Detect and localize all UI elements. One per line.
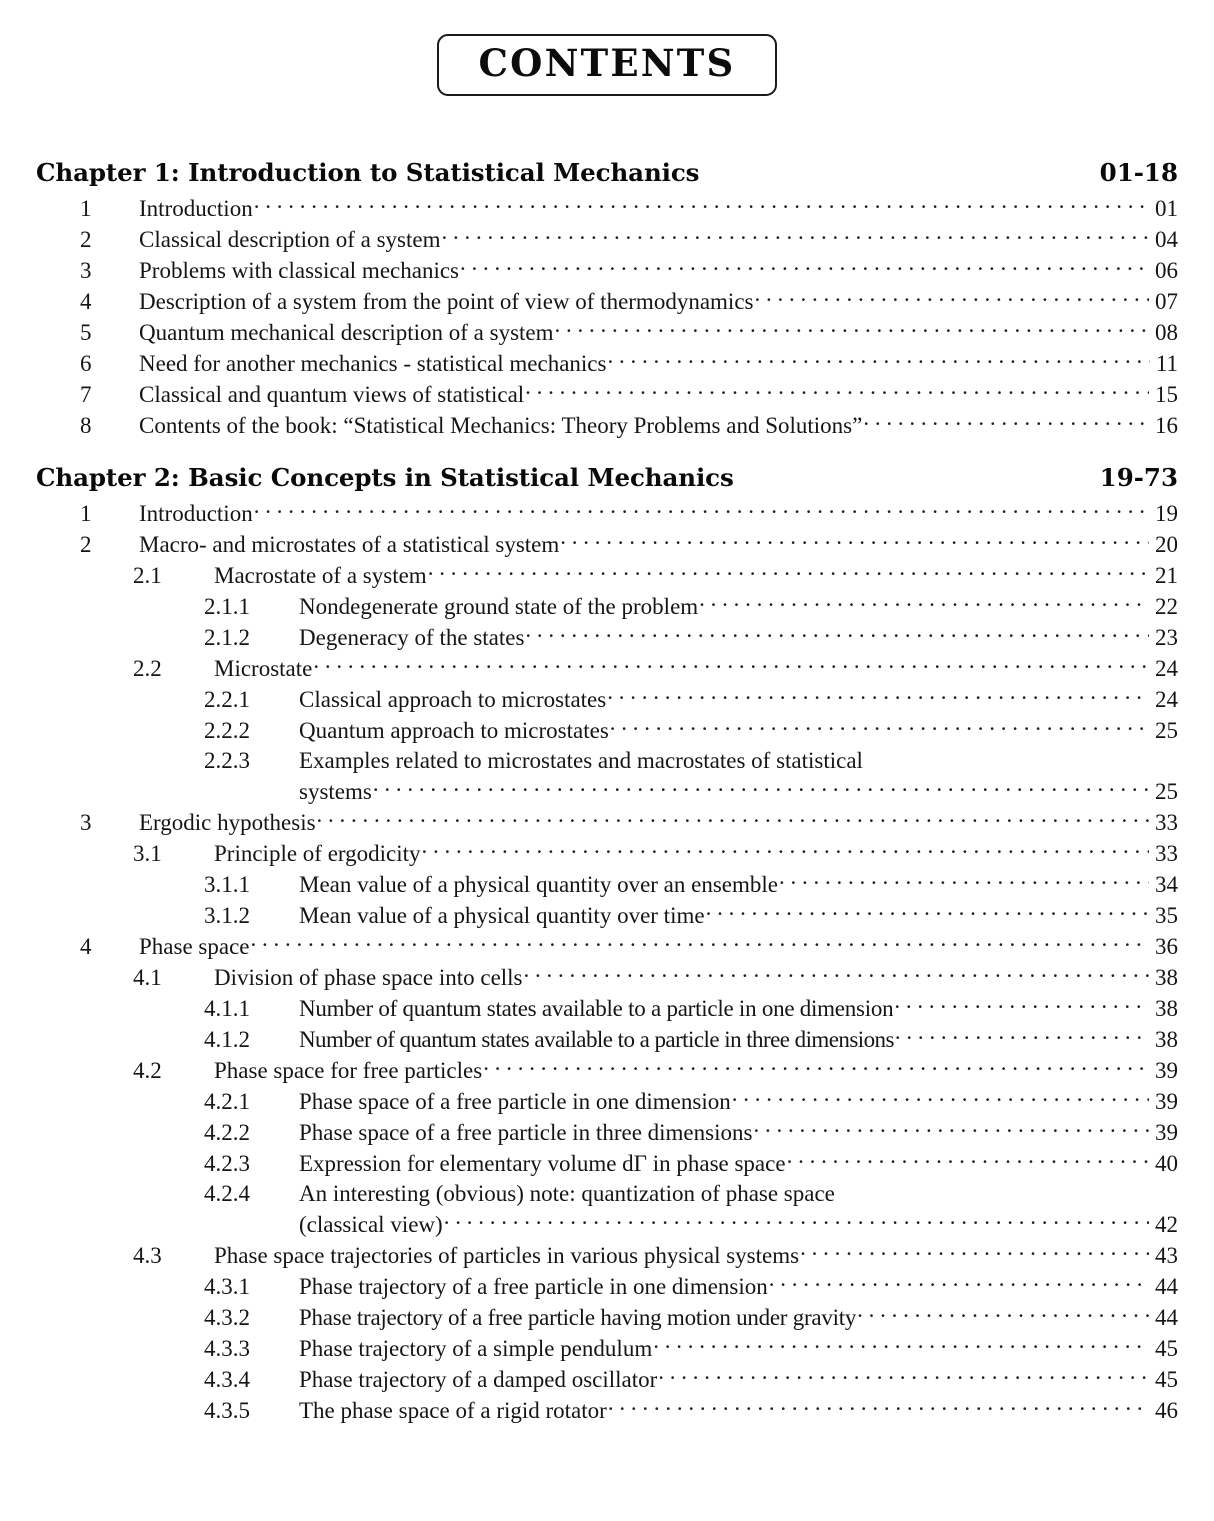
toc-entry[interactable] xyxy=(0,498,1214,529)
toc-entry-label: Classical approach to microstates xyxy=(299,687,607,712)
dot-leader xyxy=(608,1395,1149,1418)
toc-entry[interactable] xyxy=(0,193,1214,224)
toc-entry[interactable] xyxy=(0,317,1214,348)
toc-entry-label: Need for another mechanics - statistical mechanics xyxy=(139,351,607,376)
toc-entry-page-number: 45 xyxy=(1155,1367,1178,1392)
toc-entry-number: 4.3.4 xyxy=(204,1367,250,1392)
toc-entry[interactable] xyxy=(0,1271,1214,1302)
toc-entry-page-number: 08 xyxy=(1155,320,1178,345)
toc-entry-body xyxy=(299,715,1178,746)
toc-entry-body xyxy=(299,1271,1178,1302)
toc-entry-number: 2.2.2 xyxy=(204,718,250,743)
toc-entry-page-number: 42 xyxy=(1155,1212,1178,1237)
toc-entry-body xyxy=(214,1240,1178,1271)
toc-entry[interactable] xyxy=(0,1333,1214,1364)
toc-entry-page-number: 19 xyxy=(1155,501,1178,526)
toc-entry[interactable] xyxy=(0,1364,1214,1395)
toc-entry[interactable] xyxy=(0,410,1214,441)
toc-entry-body xyxy=(299,1364,1178,1395)
toc-entry-body xyxy=(299,1395,1178,1426)
dot-leader xyxy=(769,1271,1149,1294)
toc-entry-number: 2.1.2 xyxy=(204,625,250,650)
toc-entry-number: 4 xyxy=(80,289,92,314)
toc-entry-number: 2 xyxy=(80,227,92,252)
toc-entry-label: Macrostate of a system xyxy=(214,563,427,588)
toc-entry-number: 2.2 xyxy=(133,656,162,681)
chapter-title: Chapter 1: Introduction to Statistical Mechanics xyxy=(36,158,700,187)
dot-leader xyxy=(800,1240,1149,1263)
toc-entry-body xyxy=(139,931,1178,962)
toc-entry-number: 1 xyxy=(80,501,92,526)
toc-entry-label: Phase trajectory of a damped oscillator xyxy=(299,1367,658,1392)
toc-entry-label: Contents of the book: “Statistical Mechanics: Theory Problems and Solutions” xyxy=(139,413,863,438)
toc-entry-body xyxy=(299,1209,1178,1240)
toc-entry-page-number: 33 xyxy=(1155,841,1178,866)
toc-entry[interactable] xyxy=(0,560,1214,591)
dot-leader xyxy=(753,1117,1149,1140)
toc-entry-label: Macro- and microstates of a statistical system xyxy=(139,532,560,557)
toc-entry-number: 4.3 xyxy=(133,1243,162,1268)
toc-entry-page-number: 21 xyxy=(1155,563,1178,588)
toc-entry-label: Phase trajectory of a free particle having motion under gravity xyxy=(299,1305,857,1330)
toc-entry-page-number: 43 xyxy=(1155,1243,1178,1268)
toc-entry-number: 4.2 xyxy=(133,1058,162,1083)
toc-entry[interactable] xyxy=(0,1302,1214,1333)
toc-entry-page-number: 39 xyxy=(1155,1089,1178,1114)
dot-leader xyxy=(524,962,1149,985)
chapter-block xyxy=(0,158,1214,441)
toc-entry-number: 4.1.2 xyxy=(204,1027,250,1052)
toc-entry-body xyxy=(299,1302,1178,1333)
dot-leader xyxy=(607,684,1149,707)
dot-leader xyxy=(317,807,1149,830)
toc-entry-label: Expression for elementary volume dΓ in phase space xyxy=(299,1151,786,1176)
toc-entry-body xyxy=(139,224,1178,255)
toc-entry[interactable] xyxy=(0,993,1214,1024)
toc-entry[interactable] xyxy=(0,224,1214,255)
dot-leader xyxy=(525,622,1149,645)
toc-entry-body xyxy=(299,1117,1178,1148)
dot-leader xyxy=(525,379,1149,402)
chapter-page-range: 01-18 xyxy=(1099,158,1178,187)
toc-entry-page-number: 39 xyxy=(1155,1120,1178,1145)
toc-entry-number: 4.1 xyxy=(133,965,162,990)
toc-entry-body xyxy=(139,348,1178,379)
toc-entry-number: 4.2.1 xyxy=(204,1089,250,1114)
toc-entry-label: Quantum mechanical description of a system xyxy=(139,320,554,345)
dot-leader xyxy=(732,1086,1149,1109)
toc-entry-number: 2.1 xyxy=(133,563,162,588)
toc-entry-body xyxy=(299,1179,1178,1209)
toc-entry-number: 4.2.3 xyxy=(204,1151,250,1176)
toc-entry-number: 7 xyxy=(80,382,92,407)
toc-entry-label: (classical view) xyxy=(299,1212,443,1237)
toc-entry[interactable] xyxy=(0,653,1214,684)
contents-title-box xyxy=(437,34,778,96)
toc-entry-page-number: 15 xyxy=(1155,382,1178,407)
toc-entry-page-number: 25 xyxy=(1155,718,1178,743)
dot-leader xyxy=(483,1055,1149,1078)
chapter-block xyxy=(0,459,1214,1426)
toc-entry-body xyxy=(299,869,1178,900)
toc-entry-label: The phase space of a rigid rotator xyxy=(299,1398,607,1423)
toc-entry-label: Phase trajectory of a simple pendulum xyxy=(299,1336,653,1361)
toc-entry-page-number: 04 xyxy=(1155,227,1178,252)
chapter-title: Chapter 2: Basic Concepts in Statistical Mechanics xyxy=(36,463,734,492)
toc-entry-body xyxy=(299,1024,1178,1055)
toc-entry-label: Number of quantum states available to a particle in three dimensions xyxy=(299,1027,894,1052)
toc-entry-label: Classical and quantum views of statistical xyxy=(139,382,525,407)
toc-entry-page-number: 23 xyxy=(1155,625,1178,650)
toc-entry[interactable] xyxy=(0,869,1214,900)
toc-entry-page-number: 16 xyxy=(1155,413,1178,438)
dot-leader xyxy=(555,317,1149,340)
toc-entry-page-number: 06 xyxy=(1155,258,1178,283)
toc-entry[interactable] xyxy=(0,591,1214,622)
toc-entry-body xyxy=(139,498,1178,529)
toc-entry[interactable] xyxy=(0,1086,1214,1117)
toc-entry-label: Phase space of a free particle in one dimension xyxy=(299,1089,731,1114)
dot-leader xyxy=(699,591,1149,614)
toc-entry-body xyxy=(139,286,1178,317)
toc-entry-body xyxy=(299,591,1178,622)
toc-entry-label: Phase space for free particles xyxy=(214,1058,483,1083)
toc-entry-body xyxy=(299,1148,1178,1179)
toc-entry-body xyxy=(139,410,1178,441)
toc-entry-number: 4.3.1 xyxy=(204,1274,250,1299)
toc-entry[interactable] xyxy=(0,286,1214,317)
toc-entry-number: 6 xyxy=(80,351,92,376)
toc-entry-body xyxy=(139,379,1178,410)
toc-entry-page-number: 46 xyxy=(1155,1398,1178,1423)
toc-entry-page-number: 11 xyxy=(1155,351,1178,376)
toc-entry-label: An interesting (obvious) note: quantization of phase space xyxy=(299,1181,835,1206)
toc-entry-number: 4.3.2 xyxy=(204,1305,250,1330)
contents-title-header xyxy=(0,34,1214,96)
toc-entry-number: 2.1.1 xyxy=(204,594,250,619)
toc-entry-page-number: 38 xyxy=(1155,965,1178,990)
dot-leader xyxy=(373,776,1149,799)
toc-entry-number: 4.2.4 xyxy=(204,1181,250,1206)
dot-leader xyxy=(444,1209,1149,1232)
dot-leader xyxy=(754,286,1149,309)
dot-leader xyxy=(422,838,1149,861)
toc-entry-page-number: 38 xyxy=(1155,1027,1178,1052)
toc-entry-label: Ergodic hypothesis xyxy=(139,810,316,835)
dot-leader xyxy=(706,900,1149,923)
toc-entry-number: 3 xyxy=(80,258,92,283)
toc-entry-label: Phase space trajectories of particles in various physical systems xyxy=(214,1243,800,1268)
table-of-contents xyxy=(0,158,1214,1444)
toc-entry-number: 4 xyxy=(80,934,92,959)
toc-entry-page-number: 39 xyxy=(1155,1058,1178,1083)
dot-leader xyxy=(779,869,1149,892)
toc-entry-body xyxy=(299,776,1178,807)
toc-entry[interactable] xyxy=(0,255,1214,286)
toc-entry-label: Phase space xyxy=(139,934,250,959)
chapter-heading[interactable] xyxy=(36,459,1178,498)
toc-entry-body xyxy=(299,993,1178,1024)
toc-entry[interactable] xyxy=(0,715,1214,746)
toc-entry-label: Mean value of a physical quantity over an ensemble xyxy=(299,872,779,897)
toc-entry-body xyxy=(214,560,1178,591)
toc-entry[interactable] xyxy=(0,379,1214,410)
dot-leader xyxy=(251,931,1150,954)
toc-entry-page-number: 33 xyxy=(1155,810,1178,835)
toc-entry[interactable] xyxy=(0,1209,1214,1240)
dot-leader xyxy=(894,993,1149,1016)
toc-entry-body xyxy=(299,684,1178,715)
toc-entry-number: 2.2.3 xyxy=(204,748,250,773)
toc-entry[interactable] xyxy=(0,348,1214,379)
dot-leader xyxy=(895,1024,1149,1047)
toc-entry-page-number: 44 xyxy=(1155,1274,1178,1299)
dot-leader xyxy=(560,529,1149,552)
dot-leader xyxy=(863,410,1149,433)
dot-leader xyxy=(658,1364,1149,1387)
toc-entry-body xyxy=(139,529,1178,560)
toc-entry[interactable] xyxy=(0,1148,1214,1179)
toc-entry-body xyxy=(299,622,1178,653)
toc-entry-number: 3.1.1 xyxy=(204,872,250,897)
toc-entry-body xyxy=(214,838,1178,869)
toc-entry-number: 8 xyxy=(80,413,92,438)
toc-entry-page-number: 01 xyxy=(1155,196,1178,221)
toc-entry-number: 3 xyxy=(80,810,92,835)
toc-entry-number: 4.1.1 xyxy=(204,996,250,1021)
toc-entry-label: systems xyxy=(299,779,372,804)
toc-entry-label: Nondegenerate ground state of the problem xyxy=(299,594,699,619)
toc-entry-body xyxy=(299,900,1178,931)
toc-entry-label: Quantum approach to microstates xyxy=(299,718,609,743)
toc-entry-label: Description of a system from the point of view of thermodynamics xyxy=(139,289,754,314)
toc-entry-label: Number of quantum states available to a particle in one dimension xyxy=(299,996,894,1021)
toc-entry-label: Problems with classical mechanics xyxy=(139,258,460,283)
toc-entry-number: 2 xyxy=(80,532,92,557)
toc-entry-number: 3.1 xyxy=(133,841,162,866)
dot-leader xyxy=(653,1333,1149,1356)
toc-entry-page-number: 07 xyxy=(1155,289,1178,314)
toc-entry-label: Phase space of a free particle in three dimensions xyxy=(299,1120,753,1145)
toc-entry[interactable] xyxy=(0,746,1214,776)
toc-entry[interactable] xyxy=(0,684,1214,715)
toc-entry[interactable] xyxy=(0,529,1214,560)
toc-entry[interactable] xyxy=(0,1117,1214,1148)
dot-leader xyxy=(254,193,1149,216)
toc-entry-label: Phase trajectory of a free particle in one dimension xyxy=(299,1274,768,1299)
toc-entry-label: Mean value of a physical quantity over time xyxy=(299,903,705,928)
toc-entry-number: 4.2.2 xyxy=(204,1120,250,1145)
toc-entry-body xyxy=(139,807,1178,838)
toc-entry-page-number: 38 xyxy=(1155,996,1178,1021)
toc-entry[interactable] xyxy=(0,900,1214,931)
toc-entry-body xyxy=(139,317,1178,348)
toc-entry[interactable] xyxy=(0,1240,1214,1271)
toc-entry-number: 1 xyxy=(80,196,92,221)
dot-leader xyxy=(428,560,1149,583)
toc-entry-page-number: 25 xyxy=(1155,779,1178,804)
toc-entry-body xyxy=(299,1333,1178,1364)
toc-entry-page-number: 22 xyxy=(1155,594,1178,619)
toc-entry[interactable] xyxy=(0,1395,1214,1426)
toc-entry-body xyxy=(299,746,1178,776)
toc-entry[interactable] xyxy=(0,807,1214,838)
toc-entry[interactable] xyxy=(0,962,1214,993)
toc-entry-label: Principle of ergodicity xyxy=(214,841,421,866)
toc-entry-page-number: 20 xyxy=(1155,532,1178,557)
toc-entry-page-number: 35 xyxy=(1155,903,1178,928)
toc-entry[interactable] xyxy=(0,776,1214,807)
toc-entry-number: 5 xyxy=(80,320,92,345)
toc-entry-page-number: 24 xyxy=(1155,687,1178,712)
chapter-page-range: 19-73 xyxy=(1099,463,1178,492)
toc-entry[interactable] xyxy=(0,1055,1214,1086)
toc-entry-label: Examples related to microstates and macrostates of statistical xyxy=(299,748,863,773)
toc-entry[interactable] xyxy=(0,622,1214,653)
dot-leader xyxy=(607,348,1149,371)
dot-leader xyxy=(313,653,1149,676)
dot-leader xyxy=(254,498,1149,521)
toc-entry-label: Microstate xyxy=(214,656,313,681)
toc-entry[interactable] xyxy=(0,1179,1214,1209)
toc-entry-label: Degeneracy of the states xyxy=(299,625,525,650)
page-title: CONTENTS xyxy=(478,41,736,85)
toc-entry-body xyxy=(214,1055,1178,1086)
toc-entry-label: Classical description of a system xyxy=(139,227,441,252)
toc-entry-page-number: 44 xyxy=(1155,1305,1178,1330)
toc-entry-number: 4.3.5 xyxy=(204,1398,250,1423)
toc-entry-page-number: 34 xyxy=(1155,872,1178,897)
toc-entry-page-number: 36 xyxy=(1155,934,1178,959)
toc-entry-number: 4.3.3 xyxy=(204,1336,250,1361)
toc-entry[interactable] xyxy=(0,931,1214,962)
toc-entry[interactable] xyxy=(0,1024,1214,1055)
toc-entry-number: 2.2.1 xyxy=(204,687,250,712)
dot-leader xyxy=(857,1302,1149,1325)
toc-entry-body xyxy=(214,962,1178,993)
toc-entry-body xyxy=(139,193,1178,224)
toc-entry-page-number: 45 xyxy=(1155,1336,1178,1361)
toc-entry-number: 3.1.2 xyxy=(204,903,250,928)
chapter-heading[interactable] xyxy=(36,158,1178,193)
toc-entry-page-number: 40 xyxy=(1155,1151,1178,1176)
dot-leader xyxy=(610,715,1149,738)
toc-entry-label: Introduction xyxy=(139,196,253,221)
toc-entry-label: Division of phase space into cells xyxy=(214,965,523,990)
toc-entry[interactable] xyxy=(0,838,1214,869)
dot-leader xyxy=(460,255,1149,278)
dot-leader xyxy=(442,224,1150,247)
toc-entry-label: Introduction xyxy=(139,501,253,526)
toc-entry-body xyxy=(214,653,1178,684)
dot-leader xyxy=(787,1148,1149,1171)
toc-entry-body xyxy=(139,255,1178,286)
toc-entry-page-number: 24 xyxy=(1155,656,1178,681)
toc-entry-body xyxy=(299,1086,1178,1117)
